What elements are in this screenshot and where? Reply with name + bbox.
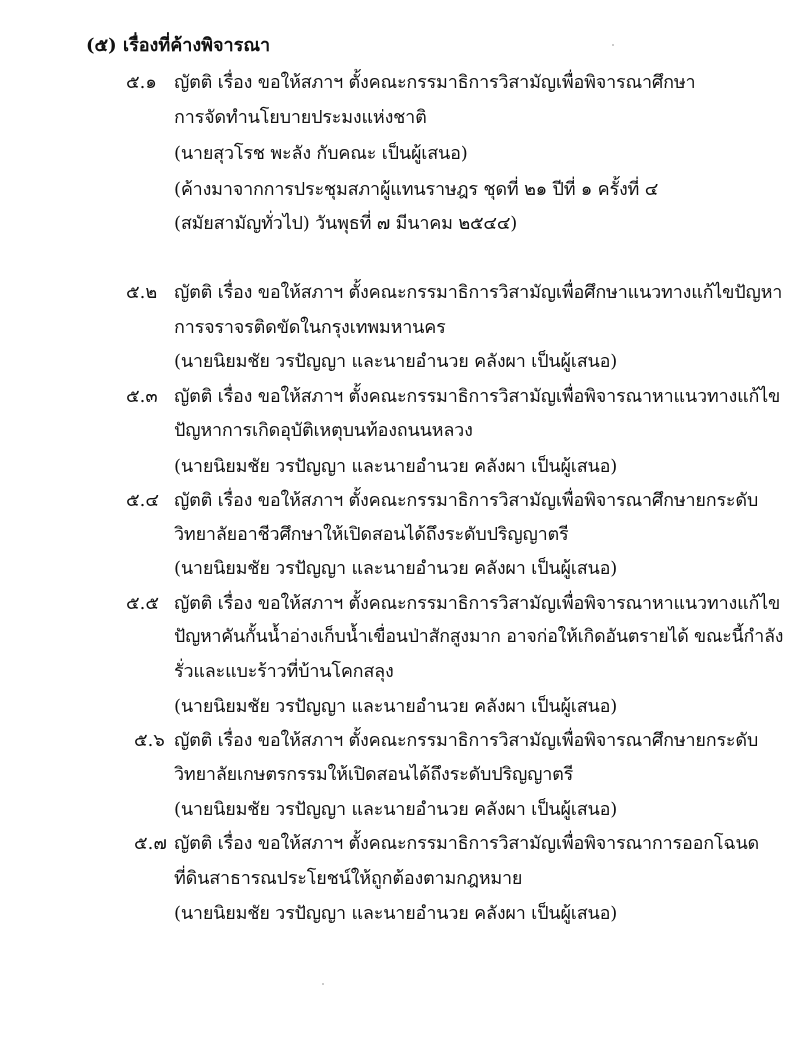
item-line: ญัตติ เรื่อง ขอให้สภาฯ ตั้งคณะกรรมาธิการวิสามัญเพื่อพิจารณาศึกษา — [174, 72, 696, 93]
item-line: (สมัยสามัญทั่วไป) วันพุธที่ ๗ มีนาคม ๒๕๔๔) — [174, 213, 518, 234]
item-line: ที่ดินสาธารณประโยชน์ให้ถูกต้องตามกฎหมาย — [174, 868, 523, 889]
item-line: วิทยาลัยเกษตรกรรมให้เปิดสอนได้ถึงระดับปริญญาตรี — [174, 764, 574, 785]
item-proposer: (นายนิยมชัย วรปัญญา และนายอำนวย คลังผา เป็นผู้เสนอ) — [174, 903, 618, 924]
item-number: ๕.๑ — [126, 72, 157, 93]
item-number: ๕.๔ — [126, 490, 159, 511]
item-line: ญัตติ เรื่อง ขอให้สภาฯ ตั้งคณะกรรมาธิการวิสามัญเพื่อศึกษาแนวทางแก้ไขปัญหา — [174, 282, 783, 303]
item-line: ญัตติ เรื่อง ขอให้สภาฯ ตั้งคณะกรรมาธิการวิสามัญเพื่อพิจารณาหาแนวทางแก้ไข — [174, 386, 781, 407]
item-line: วิทยาลัยอาชีวศึกษาให้เปิดสอนได้ถึงระดับปริญญาตรี — [174, 524, 569, 545]
item-number: ๕.๕ — [126, 593, 159, 614]
item-line: (ค้างมาจากการประชุมสภาผู้แทนราษฎร ชุดที่ ๒๑ ปีที่ ๑ ครั้งที่ ๔ — [174, 179, 659, 200]
item-line: ญัตติ เรื่อง ขอให้สภาฯ ตั้งคณะกรรมาธิการวิสามัญเพื่อพิจารณาหาแนวทางแก้ไข — [174, 593, 781, 614]
item-number: ๕.๖ — [134, 730, 165, 751]
item-line: การจัดทำนโยบายประมงแห่งชาติ — [174, 107, 427, 128]
item-proposer: (นายสุวโรช พะลัง กับคณะ เป็นผู้เสนอ) — [174, 143, 468, 164]
item-line: ปัญหาคันกั้นน้ำอ่างเก็บน้ำเขื่อนป่าสักสูงมาก อาจก่อให้เกิดอันตรายได้ ขณะนี้กำลัง — [174, 626, 784, 647]
item-number: ๕.๒ — [126, 282, 158, 303]
item-line: ญัตติ เรื่อง ขอให้สภาฯ ตั้งคณะกรรมาธิการวิสามัญเพื่อพิจารณาการออกโฉนด — [174, 833, 760, 854]
item-line: ปัญหาการเกิดอุบัติเหตุบนท้องถนนหลวง — [174, 420, 473, 441]
item-proposer: (นายนิยมชัย วรปัญญา และนายอำนวย คลังผา เป็นผู้เสนอ) — [174, 696, 618, 717]
scan-speck — [612, 44, 614, 46]
item-number: ๕.๗ — [134, 833, 167, 854]
item-line: ญัตติ เรื่อง ขอให้สภาฯ ตั้งคณะกรรมาธิการวิสามัญเพื่อพิจารณาศึกษายกระดับ — [174, 490, 759, 511]
item-proposer: (นายนิยมชัย วรปัญญา และนายอำนวย คลังผา เป็นผู้เสนอ) — [174, 799, 618, 820]
item-line: ญัตติ เรื่อง ขอให้สภาฯ ตั้งคณะกรรมาธิการวิสามัญเพื่อพิจารณาศึกษายกระดับ — [174, 730, 759, 751]
item-line: การจราจรติดขัดในกรุงเทพมหานคร — [174, 317, 446, 338]
item-line: รั่วและแบะร้าวที่บ้านโคกสลุง — [174, 661, 394, 682]
item-proposer: (นายนิยมชัย วรปัญญา และนายอำนวย คลังผา เป็นผู้เสนอ) — [174, 558, 618, 579]
scan-speck — [322, 983, 324, 985]
item-proposer: (นายนิยมชัย วรปัญญา และนายอำนวย คลังผา เป็นผู้เสนอ) — [174, 351, 618, 372]
item-number: ๕.๓ — [126, 386, 158, 407]
item-proposer: (นายนิยมชัย วรปัญญา และนายอำนวย คลังผา เป็นผู้เสนอ) — [174, 456, 618, 477]
section-heading: (๕) เรื่องที่ค้างพิจารณา — [86, 35, 271, 56]
